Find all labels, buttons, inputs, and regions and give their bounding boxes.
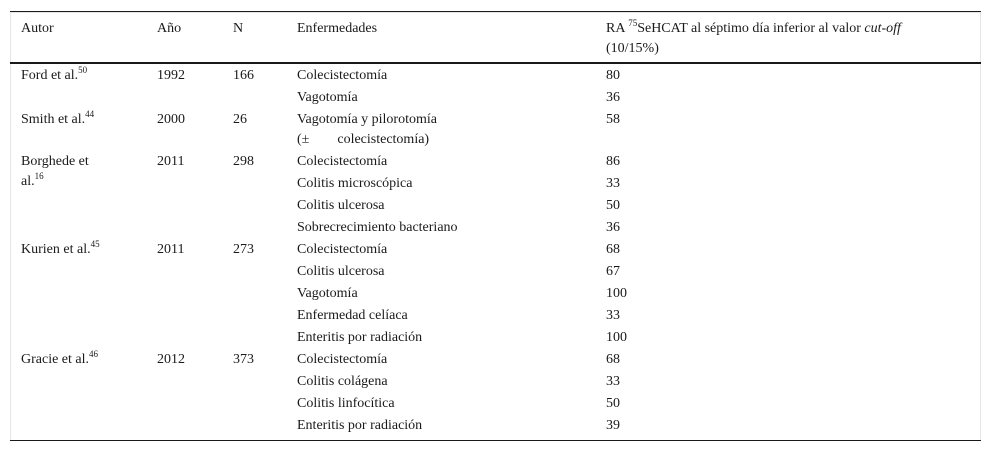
ra-cell: 68 xyxy=(606,242,620,257)
ano-cell: 2000 xyxy=(157,112,185,127)
autor-cell: Gracie et al.$^{46}$ xyxy=(21,349,99,367)
enfermedad-cell: Vagotomía xyxy=(297,286,358,301)
enfermedad-cell: Enteritis por radiación xyxy=(297,418,423,433)
ra-cell: 36 xyxy=(606,220,620,235)
enfermedad-cell: Enteritis por radiación xyxy=(297,330,423,345)
header-n: N xyxy=(233,21,244,36)
ano-cell: 2011 xyxy=(157,242,185,257)
n-cell: 298 xyxy=(233,154,254,169)
enfermedad-cell: Colecistectomía xyxy=(297,352,388,367)
ra-cell: 39 xyxy=(606,418,620,433)
ra-cell: 68 xyxy=(606,352,620,367)
reference-number: 50 xyxy=(78,65,88,75)
autor-cell: Ford et al.$^{50}$ xyxy=(21,65,88,83)
autor-cell: Borghede et al.$^{16}$ xyxy=(21,154,89,189)
ra-cell: 33 xyxy=(606,176,620,191)
reference-number: 16 xyxy=(34,171,44,181)
enfermedad-cell: Colitis ulcerosa xyxy=(297,198,385,213)
ra-cell: 58 xyxy=(606,112,620,127)
n-cell: 26 xyxy=(233,112,247,127)
n-cell: 273 xyxy=(233,242,254,257)
header-ra-isotope: 75 xyxy=(628,18,638,28)
enfermedad-cell: Colecistectomía xyxy=(297,154,388,169)
reference-number: 46 xyxy=(89,349,99,359)
n-cell: 373 xyxy=(233,352,254,367)
enfermedad-cell: Colitis ulcerosa xyxy=(297,264,385,279)
enfermedad-cell: Colitis linfocítica xyxy=(297,396,395,411)
n-cell: 166 xyxy=(233,68,254,83)
ra-cell: 50 xyxy=(606,198,620,213)
enfermedad-cell: Sobrecrecimiento bacteriano xyxy=(297,220,458,235)
ano-cell: 2012 xyxy=(157,352,185,367)
ra-cell: 36 xyxy=(606,90,620,105)
reference-number: 44 xyxy=(85,109,95,119)
header-ra: RA $^{75}$SeHCAT al séptimo día inferior al valor cut-off (10/15%) xyxy=(606,18,901,56)
table-header-rule xyxy=(10,62,981,64)
enfermedad-cell: Colecistectomía xyxy=(297,242,388,257)
enfermedad-cell: Colitis colágena xyxy=(297,374,388,389)
ra-cell: 86 xyxy=(606,154,620,169)
enfermedad-cell: Vagotomía y pilorotomía (± colecistectomía) xyxy=(297,112,437,147)
autor-cell: Kurien et al.$^{45}$ xyxy=(21,239,100,257)
ano-cell: 2011 xyxy=(157,154,185,169)
ra-cell: 80 xyxy=(606,68,620,83)
enfermedad-cell: Colitis microscópica xyxy=(297,176,413,191)
ano-cell: 1992 xyxy=(157,68,185,83)
ra-cell: 33 xyxy=(606,308,620,323)
enfermedad-cell: Colecistectomía xyxy=(297,68,388,83)
autor-cell: Smith et al.$^{44}$ xyxy=(21,109,95,127)
table-frame xyxy=(10,12,981,441)
header-autor: Autor xyxy=(21,21,54,36)
header-ano: Año xyxy=(157,21,182,36)
ra-cell: 67 xyxy=(606,264,620,279)
ra-cell: 50 xyxy=(606,396,620,411)
reference-number: 45 xyxy=(90,239,100,249)
header-enfermedades: Enfermedades xyxy=(297,21,378,36)
ra-cell: 100 xyxy=(606,330,627,345)
enfermedad-cell: Vagotomía xyxy=(297,90,358,105)
enfermedad-cell: Enfermedad celíaca xyxy=(297,308,408,323)
ra-cell: 100 xyxy=(606,286,627,301)
table-top-rule xyxy=(10,11,981,12)
table-bottom-rule xyxy=(10,440,981,441)
ra-cell: 33 xyxy=(606,374,620,389)
